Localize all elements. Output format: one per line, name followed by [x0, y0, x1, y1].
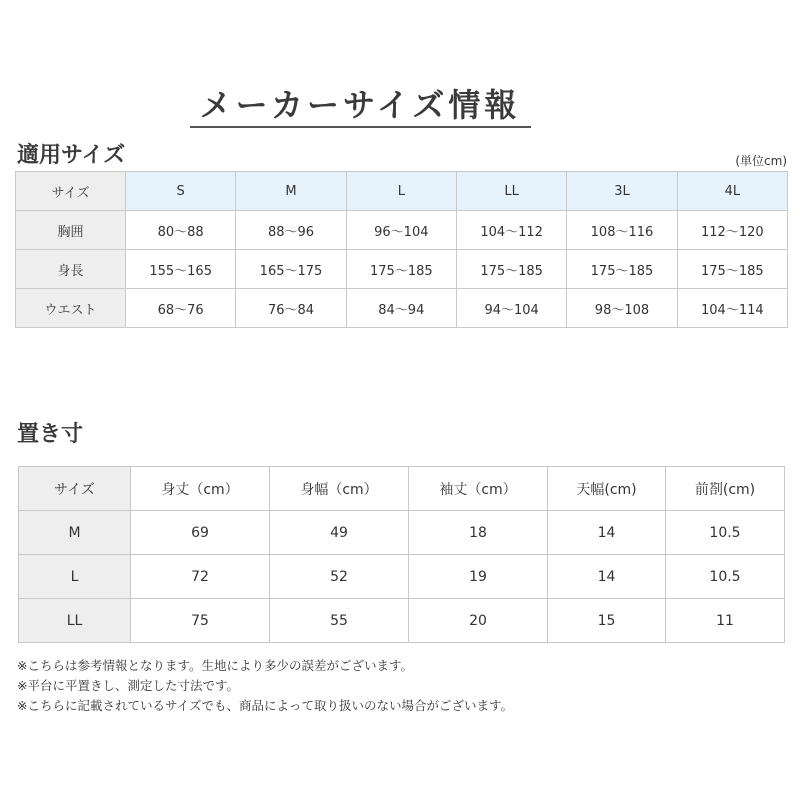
header-cell: LL	[456, 172, 566, 211]
row-label: ウエスト	[16, 289, 126, 328]
header-cell: S	[126, 172, 236, 211]
applicable-size-table	[15, 171, 788, 328]
header-cell: L	[346, 172, 456, 211]
row-label: LL	[19, 599, 131, 643]
table-cell: 18	[409, 511, 548, 555]
table-cell: 175〜185	[346, 250, 456, 289]
row-label: 身長	[16, 250, 126, 289]
table-cell: 68〜76	[126, 289, 236, 328]
table-cell: 52	[270, 555, 409, 599]
table-cell: 175〜185	[677, 250, 787, 289]
header-cell: 袖丈（cm）	[409, 467, 548, 511]
row-label: 胸囲	[16, 211, 126, 250]
header-cell: 3L	[567, 172, 677, 211]
table-cell: 80〜88	[126, 211, 236, 250]
table-cell: 155〜165	[126, 250, 236, 289]
table-cell: 84〜94	[346, 289, 456, 328]
table-cell: 19	[409, 555, 548, 599]
table-cell: 104〜112	[456, 211, 566, 250]
note-line: ※平台に平置きし、測定した寸法です。	[17, 678, 239, 693]
table-row	[19, 555, 785, 599]
notes	[17, 656, 513, 716]
note-line: ※こちらに記載されているサイズでも、商品によって取り扱いのない場合がございます。	[17, 698, 513, 713]
header-cell: サイズ	[19, 467, 131, 511]
unit-note: (単位cm)	[735, 154, 787, 168]
table-cell: 14	[548, 555, 666, 599]
table-row	[19, 599, 785, 643]
flat-measurement-table	[18, 466, 785, 643]
title-underline	[190, 126, 531, 128]
header-cell: 4L	[677, 172, 787, 211]
header-cell: 身丈（cm）	[131, 467, 270, 511]
table-cell: 98〜108	[567, 289, 677, 328]
table-row	[19, 511, 785, 555]
table-cell: 11	[666, 599, 785, 643]
page-title: メーカーサイズ情報	[199, 86, 521, 124]
table-cell: 108〜116	[567, 211, 677, 250]
table-cell: 55	[270, 599, 409, 643]
table-row	[16, 211, 788, 250]
table-cell: 112〜120	[677, 211, 787, 250]
table-cell: 14	[548, 511, 666, 555]
header-cell: 身幅（cm）	[270, 467, 409, 511]
table-cell: 15	[548, 599, 666, 643]
table-header-row	[19, 467, 785, 511]
header-cell: 前剳(cm)	[666, 467, 785, 511]
table-cell: 72	[131, 555, 270, 599]
table-cell: 96〜104	[346, 211, 456, 250]
table-cell: 175〜185	[456, 250, 566, 289]
flat-measurement-heading: 置き寸	[17, 422, 84, 447]
table-row	[16, 289, 788, 328]
table-cell: 10.5	[666, 555, 785, 599]
table-cell: 165〜175	[236, 250, 346, 289]
table-cell: 104〜114	[677, 289, 787, 328]
table-cell: 10.5	[666, 511, 785, 555]
header-cell: サイズ	[16, 172, 126, 211]
table-cell: 94〜104	[456, 289, 566, 328]
table-cell: 88〜96	[236, 211, 346, 250]
table-cell: 76〜84	[236, 289, 346, 328]
row-label: M	[19, 511, 131, 555]
applicable-size-heading: 適用サイズ	[17, 143, 126, 168]
table-header-row	[16, 172, 788, 211]
table-cell: 69	[131, 511, 270, 555]
header-cell: 天幅(cm)	[548, 467, 666, 511]
table-cell: 49	[270, 511, 409, 555]
table-row	[16, 250, 788, 289]
note-line: ※こちらは参考情報となります。生地により多少の誤差がございます。	[17, 658, 413, 673]
table-cell: 75	[131, 599, 270, 643]
header-cell: M	[236, 172, 346, 211]
table-cell: 175〜185	[567, 250, 677, 289]
table-cell: 20	[409, 599, 548, 643]
row-label: L	[19, 555, 131, 599]
